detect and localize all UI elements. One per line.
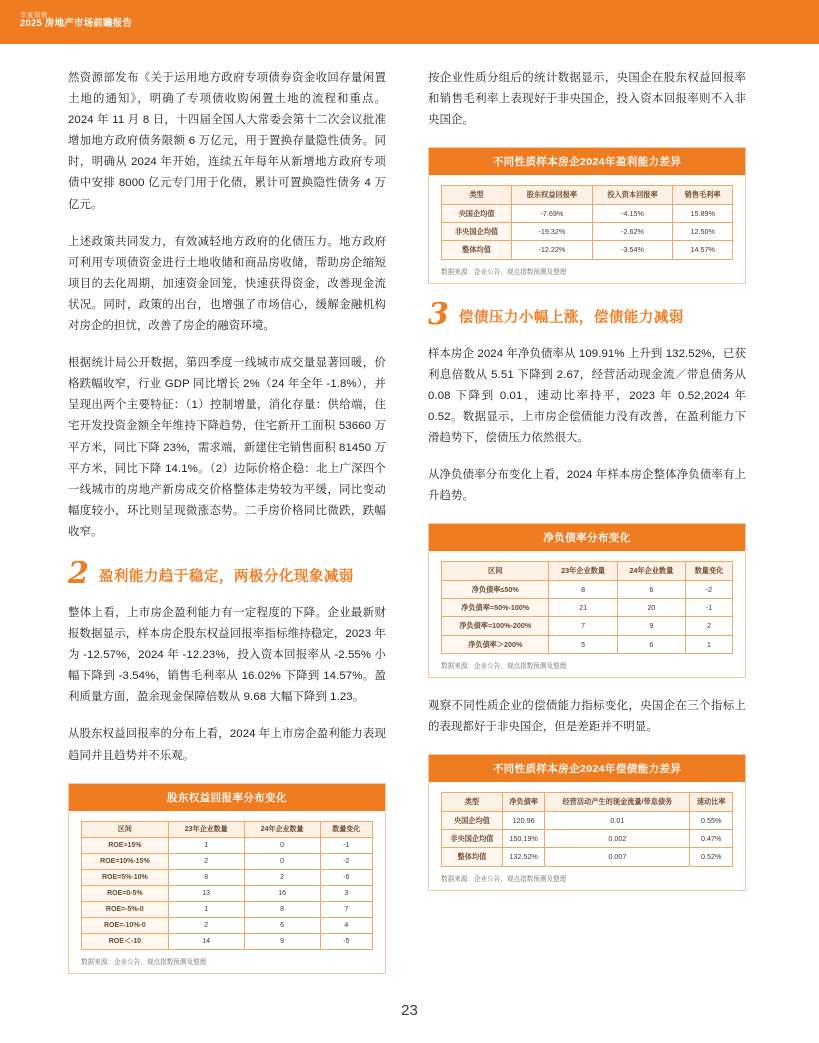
cell: 3 [320,886,372,902]
table-row [82,918,373,934]
cell: 整体均值 [442,848,503,866]
column-header: 数量变化 [685,562,732,580]
figure-title: 股东权益回报率分布变化 [69,784,385,811]
cell: 0.002 [545,830,690,848]
table-row [442,617,733,635]
cell: 净负债率=50%-100% [442,599,549,617]
column-header: 区间 [442,562,549,580]
cell: 央国企均值 [442,811,503,829]
paragraph: 从股东权益回报率的分布上看，2024 年上市房企盈利能力表现趋同并且趋势并不乐观。 [68,728,386,762]
cell: 6 [617,580,685,598]
cell: 非央国企均值 [442,830,503,848]
figure-title: 净负债率分布变化 [429,524,745,551]
section-title: 盈利能力趋于稳定，两极分化现象减弱 [98,569,354,586]
column-header: 类型 [442,793,503,811]
section-heading-3 [428,296,746,332]
paragraph: 从净负债率分布变化上看，2024 年样本房企整体净负债率有上升趋势。 [428,469,746,503]
logo-line-2: 2025 房地产市场前瞻报告 [20,18,133,30]
table-header-row [442,793,733,811]
cell: -6 [320,869,372,885]
column-header: 24年企业数量 [617,562,685,580]
table-header-row [442,562,733,580]
cell: 7 [549,617,617,635]
cell: -2.62% [592,223,673,241]
cell: 13 [168,886,244,902]
cell: 整体均值 [442,241,512,259]
cell: 0 [244,837,320,853]
table-row [82,869,373,885]
figure-source: 数据来源：企业公告、观点指数预测及整理 [81,959,207,967]
figure-solvency-by-ownership [428,754,746,890]
cell: -2 [320,853,372,869]
column-header: 股东权益回报率 [512,186,593,204]
cell: 14.57% [673,241,733,259]
column-header: 23年企业数量 [549,562,617,580]
section-number: 3 [428,296,449,332]
cell: -19.32% [512,223,593,241]
section-number: 2 [68,555,89,591]
table-header-row [442,186,733,204]
cell: ROE=-5%-0 [82,902,169,918]
cell: ROE＜-10 [82,934,169,950]
cell: 2 [244,869,320,885]
table-row [82,902,373,918]
cell: ROE=-10%-0 [82,918,169,934]
column-header: 类型 [442,186,512,204]
cell: 1 [168,902,244,918]
page-number: 23 [401,1002,418,1019]
data-table [441,185,733,259]
section-heading-2 [68,555,386,591]
column-header: 区间 [82,821,169,837]
cell: 9 [244,934,320,950]
cell: 150.19% [502,830,545,848]
figure-source: 数据来源：企业公告、观点指数预测及整理 [441,663,567,671]
cell: -7.69% [512,204,593,222]
cell: -1 [320,837,372,853]
paragraph: 样本房企 2024 年净负债率从 109.91% 上升到 132.52%，已获利息倍数从 5.51 下降到 2.67，经营活动现金流／带息债务从 0.08 下降到 0.01，速动比率持平，2023 年 0.52,2024 年 0.52。数据显示，上市房企偿债能力没有改善，在盈利能力下滑趋势下，偿债压力依然很大。 [428,347,746,445]
data-table [441,792,733,866]
cell: 4 [320,918,372,934]
table-row [442,580,733,598]
cell: 5 [549,635,617,653]
table-row [82,886,373,902]
cell: 132.52% [502,848,545,866]
cell: 2 [685,617,732,635]
cell: 6 [617,635,685,653]
cell: -1 [685,599,732,617]
paragraph: 上述政策共同发力，有效减轻地方政府的化债压力。地方政府可利用专项债资金进行土地收储和商品房收储，帮助房企缩短项目的去化周期，加速资金回笼，快速获得资金，改善现金流状况。同时，政策的出台，也增强了市场信心，缓解金融机构对房企的担忧，改善了房企的融资环境。 [68,235,386,333]
figure-source: 数据来源：企业公告、观点指数预测及整理 [441,268,567,276]
cell: ROE=0-5% [82,886,169,902]
cell: -4.15% [592,204,673,222]
cell: 央国企均值 [442,204,512,222]
cell: 0.47% [690,830,733,848]
cell: 净负债率=100%-200% [442,617,549,635]
table-row [442,241,733,259]
column-header: 净负债率 [502,793,545,811]
cell: ROE=10%-15% [82,853,169,869]
cell: 21 [549,599,617,617]
cell: 15.89% [673,204,733,222]
cell: -5 [320,934,372,950]
cell: 1 [168,837,244,853]
cell: 0 [244,853,320,869]
table-row [442,848,733,866]
table-row [82,837,373,853]
left-column [68,68,386,992]
column-header: 数量变化 [320,821,372,837]
right-column [428,68,746,909]
cell: 8 [244,902,320,918]
column-header: 24年企业数量 [244,821,320,837]
section-title: 偿债压力小幅上涨，偿债能力减弱 [458,310,684,327]
cell: 14 [168,934,244,950]
cell: 16 [244,886,320,902]
cell: 120.96 [502,811,545,829]
cell: 8 [549,580,617,598]
table-row [442,204,733,222]
paragraph: 然资源部发布《关于运用地方政府专项债券资金收回存量闲置土地的通知》，明确了专项债收购闲置土地的流程和重点。2024 年 11 月 8 日，十四届全国人大常委会第十二次会议批准增加地方政府债务限额 6 万亿元，用于置换存量隐性债务。同时，明确从 2024 年开始，连续五年每年从新增地方政府专项债中安排 8000 亿元专门用于化债，累计可置换隐性债务 4 万亿元。 [68,72,386,211]
page-body [0,44,819,1043]
cell: -2 [685,580,732,598]
figure-source: 数据来源：企业公告、观点指数预测及整理 [441,875,567,883]
cell: -12.22% [512,241,593,259]
cell: 2 [168,853,244,869]
cell: 1 [685,635,732,653]
cell: 非央国企均值 [442,223,512,241]
cell: 0.52% [690,848,733,866]
cell: 净负债率＞200% [442,635,549,653]
cell: 0.55% [690,811,733,829]
cell: ROE>15% [82,837,169,853]
column-header: 23年企业数量 [168,821,244,837]
figure-profitability-by-ownership [428,147,746,283]
figure-roe-distribution [68,783,386,975]
cell: 9 [617,617,685,635]
paragraph: 按企业性质分组后的统计数据显示，央国企在股东权益回报率和销售毛利率上表现好于非央国企，投入资本回报率则不入非央国企。 [428,72,746,127]
column-header: 经营活动产生的现金流量/带息债务 [545,793,690,811]
data-table [441,561,733,654]
cell: ROE=5%-10% [82,869,169,885]
column-header: 投入资本回报率 [592,186,673,204]
data-table [81,821,373,951]
logo-line-1: 华夏指数 [20,12,48,19]
column-header: 销售毛利率 [673,186,733,204]
table-row [82,934,373,950]
figure-title: 不同性质样本房企2024年偿债能力差异 [429,755,745,782]
figure-title: 不同性质样本房企2024年盈利能力差异 [429,148,745,175]
table-row [442,830,733,848]
paragraph: 观察不同性质企业的偿债能力指标变化，央国企在三个指标上的表现都好于非央国企，但是差距并不明显。 [428,700,746,734]
cell: 8 [168,869,244,885]
page-header-band [0,0,819,44]
cell: 6 [244,918,320,934]
cell: 7 [320,902,372,918]
cell: 净负债率≤50% [442,580,549,598]
table-row [442,811,733,829]
cell: -3.54% [592,241,673,259]
cell: 12.50% [673,223,733,241]
cell: 20 [617,599,685,617]
table-row [442,223,733,241]
table-row [82,853,373,869]
cell: 0.007 [545,848,690,866]
paragraph: 根据统计局公开数据，第四季度一线城市成交量显著回暖，价格跌幅收窄，行业 GDP 同比增长 2%（24 年全年 -1.8%），并呈现出两个主要特征：（1）控制增量，消化存量：供给端，住宅开发投资金额全年维持下降趋势，住宅新开工面积 53660 万平方米，同比下降 23%，需求端，新建住宅销售面积 81450 万平方米，同比下降 14.1%。（2）边际价格企稳：北上广深四个一线城市的房地产新房成交价格整体走势较为平缓，同比变动幅度较小，环比则呈现微涨态势。二手房价格同比微跌，跌幅收窄。 [68,357,386,538]
table-row [442,599,733,617]
cell: 2 [168,918,244,934]
figure-net-debt-distribution [428,523,746,678]
table-row [442,635,733,653]
column-header: 速动比率 [690,793,733,811]
cell: 0.01 [545,811,690,829]
paragraph: 整体上看，上市房企盈利能力有一定程度的下降。企业最新财报数据显示，样本房企股东权益回报率指标维持稳定，2023 年为 -12.57%，2024 年 -12.23%，投入资本回报率从 -2.55% 小幅下降到 -3.54%，销售毛利率从 16.02% 下降到 14.57%。盈利质量方面，盈余现金保障倍数从 9.68 大幅下降到 1.23。 [68,606,386,704]
publisher-logo [20,12,132,30]
table-header-row [82,821,373,837]
